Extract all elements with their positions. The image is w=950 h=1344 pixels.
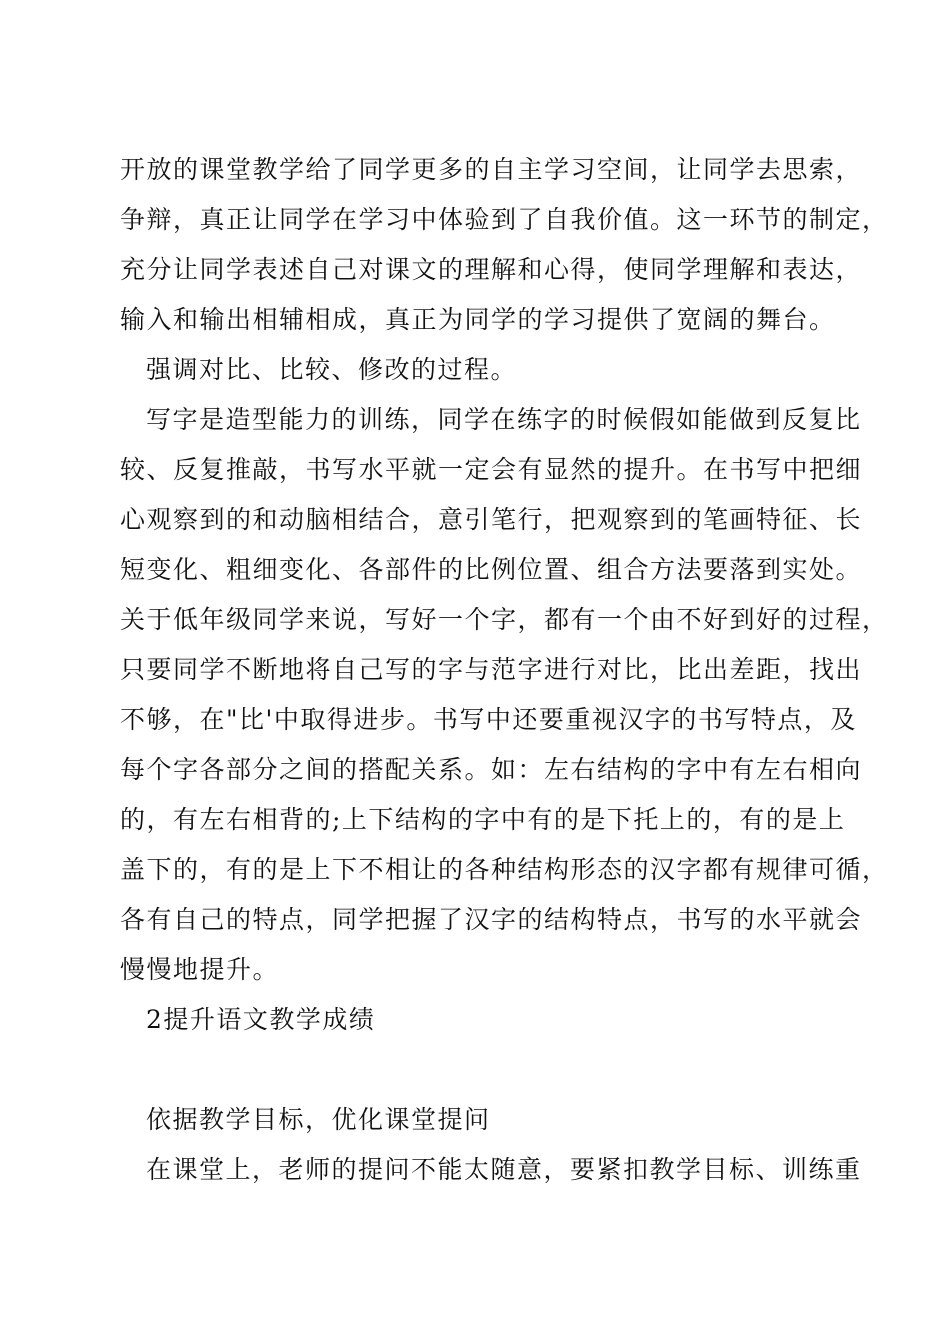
text-line: 输入和输出相辅相成，真正为同学的学习提供了宽阔的舞台。 [120, 305, 836, 334]
text-line: 心观察到的和动脑相结合，意引笔行，把观察到的笔画特征、长 [120, 505, 863, 534]
text-line: 只要同学不断地将自己写的字与范字进行对比，比出差距，找出 [120, 655, 863, 684]
text-line: 不够，在"比'中取得进步。书写中还要重视汉字的书写特点，及 [120, 705, 857, 734]
text-line: 较、反复推敲，书写水平就一定会有显然的提升。在书写中把细 [120, 455, 863, 484]
text-line: 在课堂上，老师的提问不能太随意，要紧扣教学目标、训练重 [146, 1155, 862, 1184]
text-line: 关于低年级同学来说，写好一个字，都有一个由不好到好的过程， [120, 605, 889, 634]
text-line: 短变化、粗细变化、各部件的比例位置、组合方法要落到实处。 [120, 555, 863, 584]
text-line: 盖下的，有的是上下不相让的各种结构形态的汉字都有规律可循， [120, 855, 889, 884]
section-heading: 2提升语文教学成绩 [146, 1005, 376, 1034]
section-heading: 依据教学目标，优化课堂提问 [146, 1105, 491, 1134]
text-line: 写字是造型能力的训练，同学在练字的时候假如能做到反复比 [146, 405, 862, 434]
text-line: 的，有左右相背的;上下结构的字中有的是下托上的，有的是上 [120, 805, 846, 834]
section-heading: 强调对比、比较、修改的过程。 [146, 355, 518, 384]
text-line: 每个字各部分之间的搭配关系。如：左右结构的字中有左右相向 [120, 755, 863, 784]
text-line: 充分让同学表述自己对课文的理解和心得，使同学理解和表达， [120, 255, 863, 284]
text-line: 开放的课堂教学给了同学更多的自主学习空间，让同学去思索， [120, 155, 863, 184]
text-line: 慢慢地提升。 [120, 955, 280, 984]
text-line: 争辩，真正让同学在学习中体验到了自我价值。这一环节的制定， [120, 205, 889, 234]
text-line: 各有自己的特点，同学把握了汉字的结构特点，书写的水平就会 [120, 905, 863, 934]
